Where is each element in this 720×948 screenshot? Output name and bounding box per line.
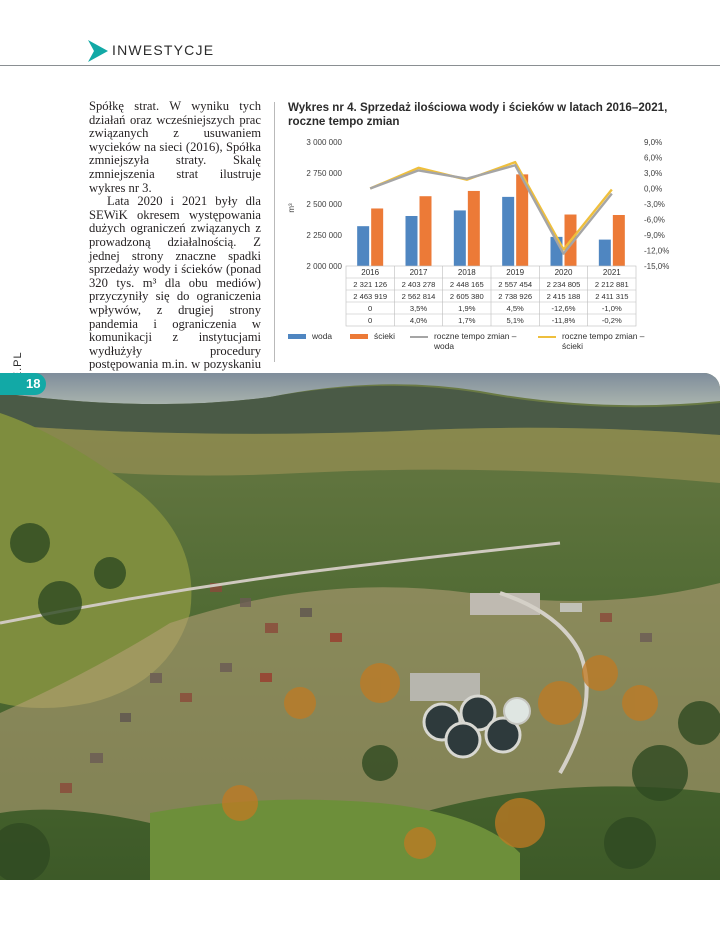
bar-woda — [454, 210, 466, 266]
data-label: 1,9% — [458, 304, 476, 313]
section-title: INWESTYCJE — [112, 42, 215, 58]
data-label: 2 321 126 — [353, 280, 388, 289]
paragraph-2: Lata 2020 i 2021 były dla SEWiK okresem występowania dużych ograniczeń związanych z prowadzoną działalnością. Z jednej strony znaczne spadki sprzedaży wody i ścieków (ponad 320 tys. m³ dla obu mediów) przyczyniły się do ograniczenia wpływów, z drugiej strony pandemia i ograniczenia w komunikacji z instytucjami wydłużyły procedury postępowania m.in. w pozyskaniu — [89, 194, 261, 372]
legend-label: ścieki — [374, 331, 395, 341]
bar-woda — [406, 216, 418, 266]
y2-tick-label: -12,0% — [644, 246, 670, 256]
page-header — [0, 0, 720, 68]
data-label: 4,0% — [409, 316, 428, 325]
x-tick-label: 2021 — [602, 268, 621, 277]
data-label: -1,0% — [601, 304, 622, 313]
chevron-right-icon — [88, 40, 108, 62]
data-label: 2 411 315 — [595, 292, 629, 301]
bar-woda — [599, 240, 611, 266]
y-axis-label: m³ — [287, 203, 296, 213]
aerial-photo — [0, 373, 720, 880]
data-label: 2 234 805 — [546, 280, 581, 289]
data-label: -12,6% — [551, 304, 576, 313]
legend-label: woda — [312, 331, 333, 341]
legend-swatch-woda — [288, 334, 306, 339]
data-label: 5,1% — [506, 316, 524, 325]
chart-title: Wykres nr 4. Sprzedaż ilościowa wody i ścieków w latach 2016–2021, roczne tempo zmian — [288, 101, 668, 128]
legend-label: roczne tempo zmian – — [562, 331, 645, 341]
bar-woda — [502, 197, 514, 266]
data-label: 2 448 165 — [449, 280, 484, 289]
data-label: 0 — [368, 316, 373, 325]
column-divider — [274, 102, 275, 362]
data-label: 2 403 278 — [401, 280, 436, 289]
page-number-badge — [0, 373, 46, 395]
bar-scieki — [468, 191, 480, 266]
x-tick-label: 2017 — [409, 268, 428, 277]
data-label: 2 738 926 — [498, 292, 533, 301]
y2-tick-label: 0,0% — [644, 184, 663, 194]
y-tick-label: 2 750 000 — [306, 169, 342, 178]
data-label: 2 212 881 — [594, 280, 629, 289]
y2-tick-label: 3,0% — [644, 169, 663, 178]
x-tick-label: 2019 — [506, 268, 525, 277]
legend-swatch-scieki — [350, 334, 368, 339]
data-label: -0,2% — [601, 316, 622, 325]
legend-label: woda — [434, 341, 455, 351]
sales-chart — [280, 134, 680, 364]
header-divider — [0, 65, 720, 66]
data-label: -11,8% — [551, 316, 576, 325]
data-label: 2 463 919 — [353, 292, 388, 301]
y2-tick-label: 9,0% — [644, 138, 663, 147]
data-label: 2 562 814 — [401, 292, 436, 301]
y-tick-label: 2 250 000 — [306, 231, 342, 240]
page-number: 18 — [26, 376, 41, 391]
landscape-illustration — [0, 373, 720, 880]
data-label: 4,5% — [506, 304, 524, 313]
bar-woda — [357, 226, 369, 266]
y2-tick-label: -6,0% — [644, 215, 665, 225]
x-tick-label: 2016 — [361, 268, 380, 277]
x-tick-label: 2018 — [457, 268, 476, 277]
article-text — [89, 100, 261, 413]
bar-scieki — [420, 196, 432, 266]
y2-tick-label: -9,0% — [644, 231, 665, 240]
legend-label: roczne tempo zmian – — [434, 331, 517, 341]
y-tick-label: 2 500 000 — [306, 200, 342, 209]
data-label: 1,7% — [458, 316, 476, 325]
x-tick-label: 2020 — [554, 268, 573, 277]
y2-tick-label: -15,0% — [644, 262, 670, 271]
y2-tick-label: 6,0% — [644, 153, 663, 163]
data-label: 0 — [368, 304, 373, 313]
bar-scieki — [613, 215, 625, 266]
legend-label: ścieki — [562, 341, 583, 351]
y-tick-label: 3 000 000 — [306, 138, 342, 147]
data-label: 2 415 188 — [546, 292, 581, 301]
data-label: 3,5% — [409, 304, 428, 313]
data-label: 2 605 380 — [449, 292, 484, 301]
bar-scieki — [371, 208, 383, 266]
paragraph-1: Spółkę strat. W wyniku tych działań oraz wcześniejszych prac związanych z usuwaniem wycieków na sieci (2016), Spółka zmniejszyła straty. Skalę zmniejszenia strat ilustruje wykres nr 3. — [89, 99, 261, 195]
data-label: 2 557 454 — [498, 280, 533, 289]
y-tick-label: 2 000 000 — [306, 262, 342, 271]
y2-tick-label: -3,0% — [644, 200, 665, 209]
